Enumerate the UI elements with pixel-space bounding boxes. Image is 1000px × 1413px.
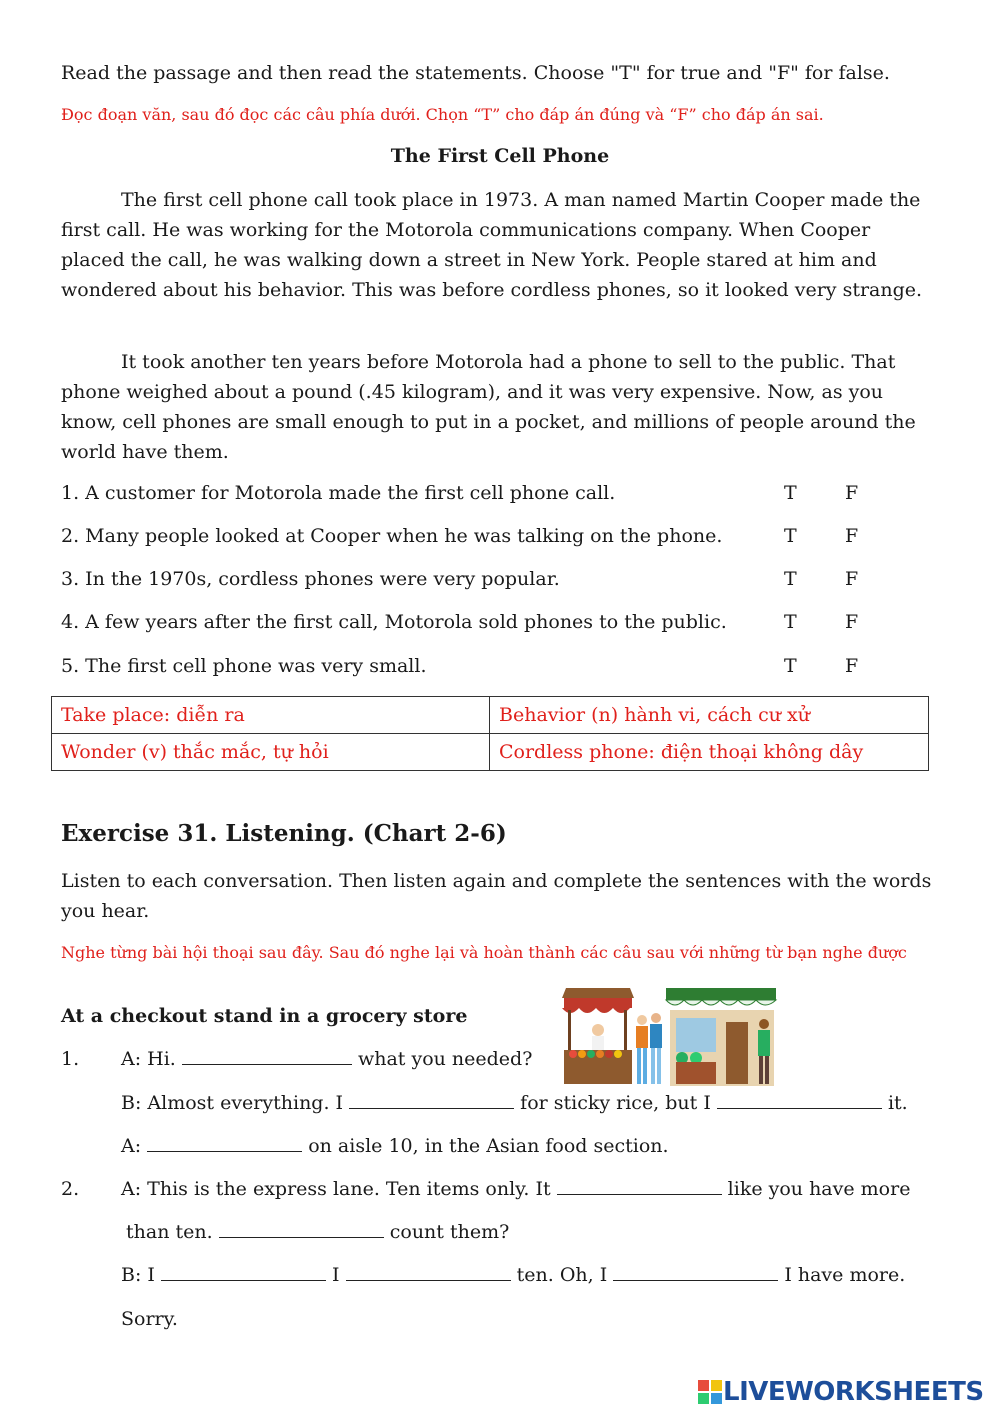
statement-4-true-option[interactable]: T xyxy=(784,611,797,633)
conversation-2-line-b: than ten. count them? xyxy=(126,1221,510,1243)
blank-input[interactable] xyxy=(182,1048,352,1065)
vocabulary-cell: Wonder (v) thắc mắc, tự hỏi xyxy=(52,734,490,771)
statement-1-true-option[interactable]: T xyxy=(784,482,797,504)
instruction-en: Read the passage and then read the statements. Choose "T" for true and "F" for false. xyxy=(61,62,890,84)
item-number-1: 1. xyxy=(61,1048,80,1070)
statement-3-false-option[interactable]: F xyxy=(845,568,859,590)
conversation-2-line-d: Sorry. xyxy=(121,1308,178,1330)
blank-input[interactable] xyxy=(613,1264,778,1281)
statement-4: 4. A few years after the first call, Motorola sold phones to the public. xyxy=(61,611,727,633)
conversation-1-line-c: A: on aisle 10, in the Asian food section. xyxy=(121,1135,669,1157)
exercise-instruction-vi: Nghe từng bài hội thoại sau đây. Sau đó nghe lại và hoàn thành các câu sau với những từ bạn nghe được xyxy=(61,943,907,962)
grocery-market-illustration xyxy=(558,984,780,1089)
passage-paragraph-2: It took another ten years before Motorola had a phone to sell to the public. That phone weighed about a pound (.45 kilogram), and it was very expensive. Now, as you know, cell phones are small enough to put in a pocket, and millions of people around the world have them. xyxy=(61,351,916,463)
passage-title: The First Cell Phone xyxy=(390,145,610,167)
statement-5: 5. The first cell phone was very small. xyxy=(61,655,427,677)
statement-3-true-option[interactable]: T xyxy=(784,568,797,590)
exercise-instruction-en: Listen to each conversation. Then listen again and complete the sentences with the words you hear. xyxy=(61,870,932,922)
blank-input[interactable] xyxy=(147,1135,302,1152)
item-number-2: 2. xyxy=(61,1178,80,1200)
liveworksheets-logo xyxy=(697,1378,984,1406)
blank-input[interactable] xyxy=(346,1264,511,1281)
statement-2: 2. Many people looked at Cooper when he was talking on the phone. xyxy=(61,525,723,547)
vocabulary-cell: Cordless phone: điện thoại không dây xyxy=(490,734,929,771)
logo-text: LIVEWORKSHEETS xyxy=(723,1377,984,1407)
liveworksheets-logo-icon xyxy=(697,1379,723,1405)
instruction-vi: Đọc đoạn văn, sau đó đọc các câu phía dưới. Chọn “T” cho đáp án đúng và “F” cho đáp án sai. xyxy=(61,105,824,124)
statement-2-true-option[interactable]: T xyxy=(784,525,797,547)
vocabulary-table xyxy=(51,696,929,771)
blank-input[interactable] xyxy=(219,1221,384,1238)
passage-paragraph-1: The first cell phone call took place in 1973. A man named Martin Cooper made the first call. He was working for the Motorola communications company. When Cooper placed the call, he was walking down a street in New York. People stared at him and wondered about his behavior. This was before cordless phones, so it looked very strange. xyxy=(61,189,923,301)
statement-1: 1. A customer for Motorola made the first cell phone call. xyxy=(61,482,616,504)
blank-input[interactable] xyxy=(349,1092,514,1109)
vocabulary-cell: Behavior (n) hành vi, cách cư xử xyxy=(490,697,929,734)
vocabulary-cell: Take place: diễn ra xyxy=(52,697,490,734)
blank-input[interactable] xyxy=(161,1264,326,1281)
statement-4-false-option[interactable]: F xyxy=(845,611,859,633)
exercise-subtitle: At a checkout stand in a grocery store xyxy=(61,1005,468,1027)
statement-2-false-option[interactable]: F xyxy=(845,525,859,547)
conversation-2-line-c: B: I I ten. Oh, I I have more. xyxy=(121,1264,906,1286)
conversation-2-line-a: A: This is the express lane. Ten items only. It like you have more xyxy=(121,1178,911,1200)
statement-5-true-option[interactable]: T xyxy=(784,655,797,677)
vocabulary-row xyxy=(52,734,929,771)
statement-1-false-option[interactable]: F xyxy=(845,482,859,504)
statement-3: 3. In the 1970s, cordless phones were very popular. xyxy=(61,568,560,590)
conversation-1-line-a: A: Hi. what you needed? xyxy=(121,1048,533,1070)
blank-input[interactable] xyxy=(717,1092,882,1109)
statement-5-false-option[interactable]: F xyxy=(845,655,859,677)
conversation-1-line-b: B: Almost everything. I for sticky rice, but I it. xyxy=(121,1092,908,1114)
vocabulary-row xyxy=(52,697,929,734)
blank-input[interactable] xyxy=(557,1178,722,1195)
exercise-title: Exercise 31. Listening. (Chart 2-6) xyxy=(61,820,507,847)
